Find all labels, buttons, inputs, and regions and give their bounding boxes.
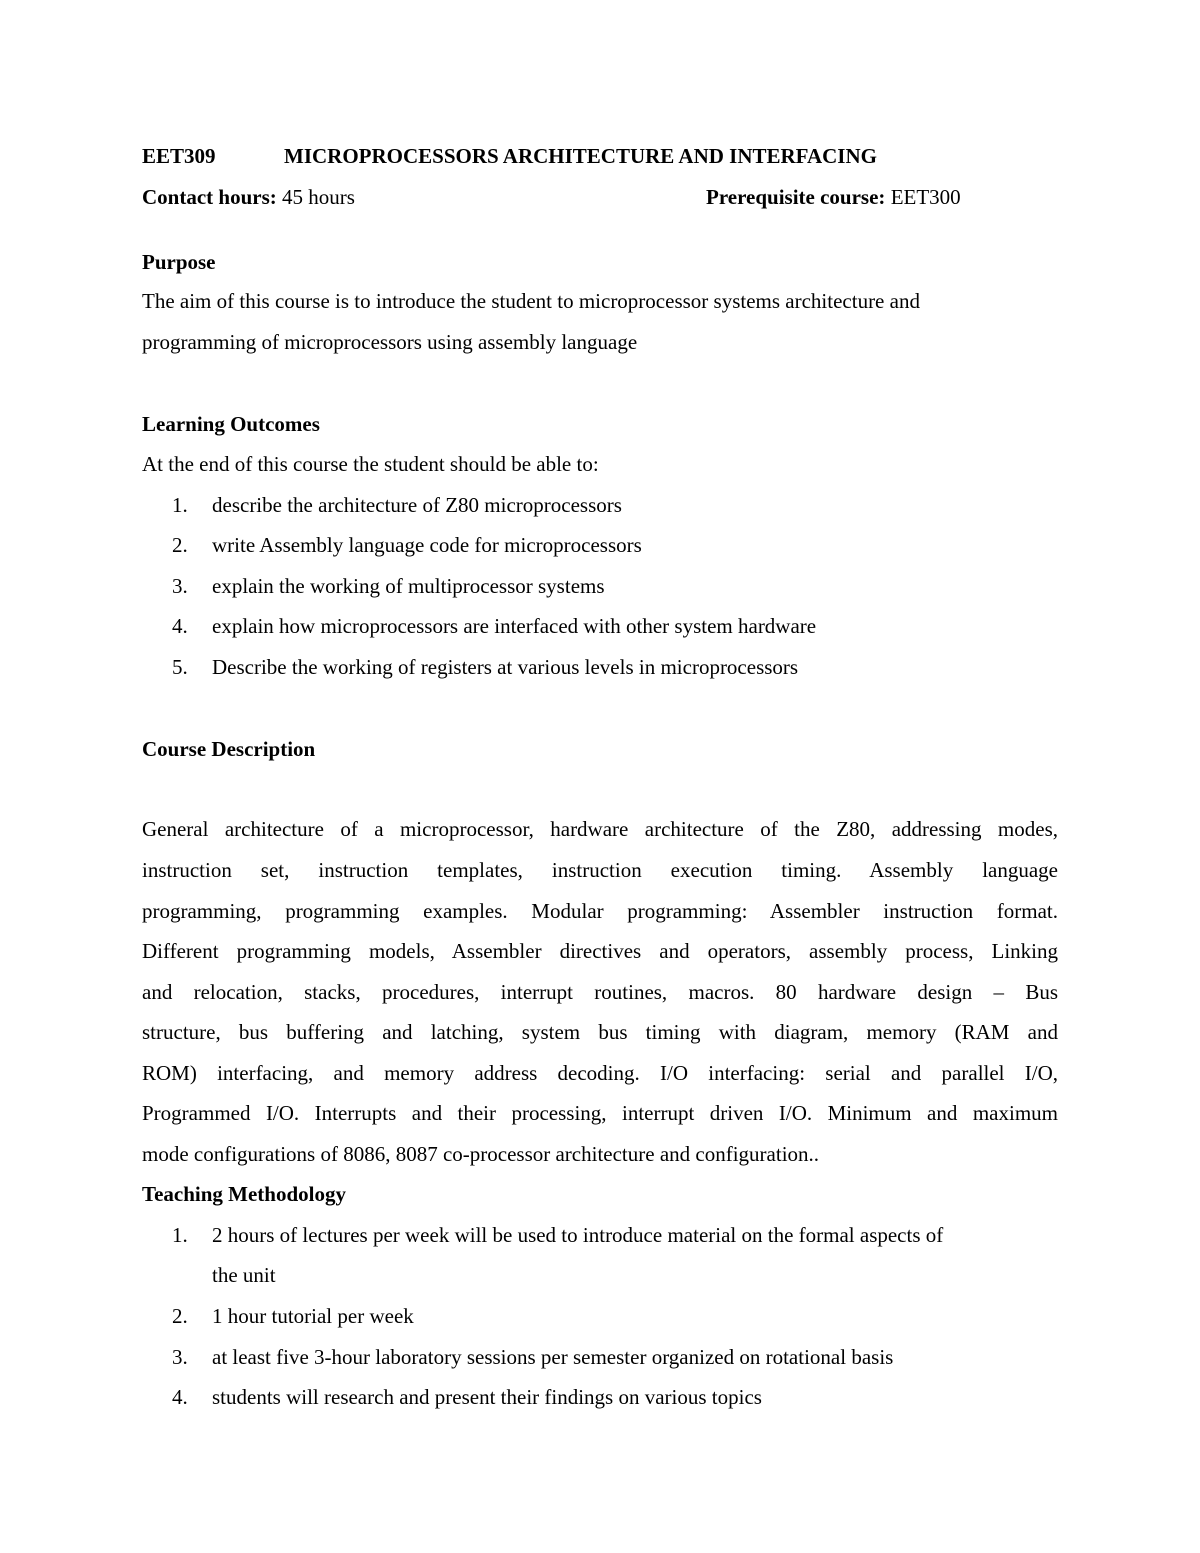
description-line: Different programming models, Assembler directives and operators, assembly process, Linking [142, 939, 1058, 963]
list-number: 3. [172, 1345, 188, 1369]
description-line: structure, bus buffering and latching, system bus timing with diagram, memory (RAM and [142, 1020, 1058, 1044]
list-text: describe the architecture of Z80 microprocessors [212, 493, 622, 517]
contact-hours [142, 184, 355, 210]
prerequisite-label: Prerequisite course: [706, 185, 886, 209]
list-text: Describe the working of registers at various levels in microprocessors [212, 655, 799, 679]
teaching-methodology-heading: Teaching Methodology [142, 1182, 346, 1206]
list-text: 2 hours of lectures per week will be used to introduce material on the formal aspects of [212, 1223, 944, 1247]
list-text: 1 hour tutorial per week [212, 1304, 414, 1328]
contact-hours-label: Contact hours: [142, 185, 277, 209]
description-line: programming, programming examples. Modular programming: Assembler instruction format. [142, 899, 1058, 923]
purpose-line: programming of microprocessors using assembly language [142, 330, 638, 354]
list-text: explain the working of multiprocessor systems [212, 574, 605, 598]
contact-hours-value: 45 hours [282, 185, 355, 209]
list-number: 5. [172, 655, 188, 679]
learning-outcomes-intro: At the end of this course the student should be able to: [142, 452, 599, 476]
course-code: EET309 [142, 144, 216, 168]
list-number: 4. [172, 614, 188, 638]
list-text: at least five 3-hour laboratory sessions per semester organized on rotational basis [212, 1345, 894, 1369]
list-text: write Assembly language code for microprocessors [212, 533, 642, 557]
list-number: 2. [172, 533, 188, 557]
prerequisite-value: EET300 [890, 185, 961, 209]
list-text: the unit [212, 1263, 276, 1287]
course-description-heading: Course Description [142, 737, 316, 761]
description-line: Programmed I/O. Interrupts and their processing, interrupt driven I/O. Minimum and maximum [142, 1101, 1058, 1125]
list-number: 1. [172, 1223, 188, 1247]
course-title: MICROPROCESSORS ARCHITECTURE AND INTERFACING [284, 144, 877, 168]
list-number: 1. [172, 493, 188, 517]
description-line: instruction set, instruction templates, instruction execution timing. Assembly language [142, 858, 1058, 882]
learning-outcomes-heading: Learning Outcomes [142, 412, 320, 436]
purpose-line: The aim of this course is to introduce the student to microprocessor systems architecture and [142, 289, 920, 313]
list-text: students will research and present their findings on various topics [212, 1385, 762, 1409]
description-line: ROM) interfacing, and memory address decoding. I/O interfacing: serial and parallel I/O, [142, 1061, 1058, 1085]
prerequisite [706, 184, 961, 210]
purpose-heading: Purpose [142, 250, 216, 274]
list-text: explain how microprocessors are interfaced with other system hardware [212, 614, 817, 638]
list-number: 3. [172, 574, 188, 598]
list-number: 2. [172, 1304, 188, 1328]
list-number: 4. [172, 1385, 188, 1409]
description-line: mode configurations of 8086, 8087 co-processor architecture and configuration.. [142, 1142, 820, 1166]
description-line: General architecture of a microprocessor, hardware architecture of the Z80, addressing modes, [142, 817, 1058, 841]
description-line: and relocation, stacks, procedures, interrupt routines, macros. 80 hardware design – Bus [142, 980, 1058, 1004]
